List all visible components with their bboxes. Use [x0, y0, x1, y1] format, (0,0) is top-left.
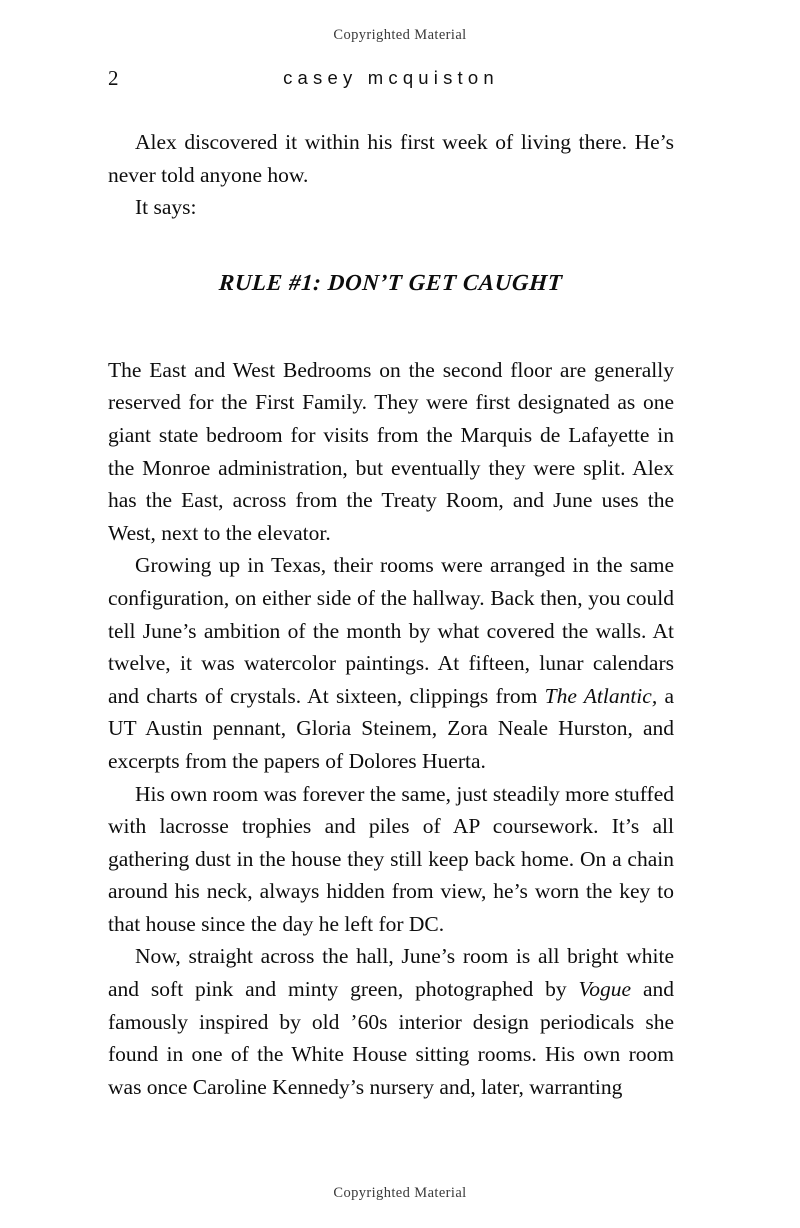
publication-title-the-atlantic: The Atlantic,	[544, 683, 658, 708]
paragraph-2: It says:	[135, 195, 197, 220]
rule-heading	[108, 270, 674, 296]
page-number: 2	[108, 66, 119, 90]
paragraph-3-text: The East and West Bedrooms on the second floor are generally reserved for the First Family. They were first designated as one giant state bedroom for visits from the Marquis de Lafayette in the Monroe administration, but eventually they were split. Alex has the East, across from the Treaty Room, and June uses the West, next to the elevator.	[108, 357, 674, 545]
paragraph-1: Alex discovered it within his first week of living there. He’s never told anyone how.	[108, 130, 674, 187]
rule-heading-text: RULE #1: DON’T GET CAUGHT	[218, 269, 564, 295]
copyright-watermark-bottom: Copyrighted Material	[333, 1185, 467, 1201]
page-body	[108, 126, 674, 1103]
publication-title-vogue: Vogue	[578, 977, 632, 1002]
copyright-watermark-top: Copyrighted Material	[333, 27, 467, 43]
paragraph-4-text-a: Growing up in Texas, their rooms were arranged in the same configuration, on either side of the hallway. Back then, you could tell June’s ambition of the month by what covered the walls. At twelve, it was watercolor paintings. At fifteen, lunar calendars and charts of crystals. At sixteen, clippings from	[108, 553, 674, 708]
paragraph-4	[108, 549, 674, 777]
paragraph-6-text-b: and famously inspired by old ’60s interior design periodicals she found in one of the White House sitting rooms. His own room was once Caroline Kennedy’s nursery and, later, warranting	[108, 977, 674, 1099]
paragraph-5: His own room was forever the same, just steadily more stuffed with lacrosse trophies and piles of AP coursework. It’s all gathering dust in the house they still keep back home. On a chain around his neck, always hidden from view, he’s worn the key to that house since the day he left for DC.	[108, 781, 674, 936]
paragraph-4-text-b: a UT Austin pennant, Gloria Steinem, Zora Neale Hurston, and excerpts from the papers of Dolores Huerta.	[108, 683, 675, 773]
running-head-author: casey mcquiston	[283, 67, 499, 88]
paragraph-6	[108, 940, 674, 1103]
paragraph-6-text-a: Now, straight across the hall, June’s room is all bright white and soft pink and minty green, photographed by	[108, 944, 674, 1002]
page-header	[108, 66, 674, 96]
paragraph-3	[108, 354, 674, 550]
